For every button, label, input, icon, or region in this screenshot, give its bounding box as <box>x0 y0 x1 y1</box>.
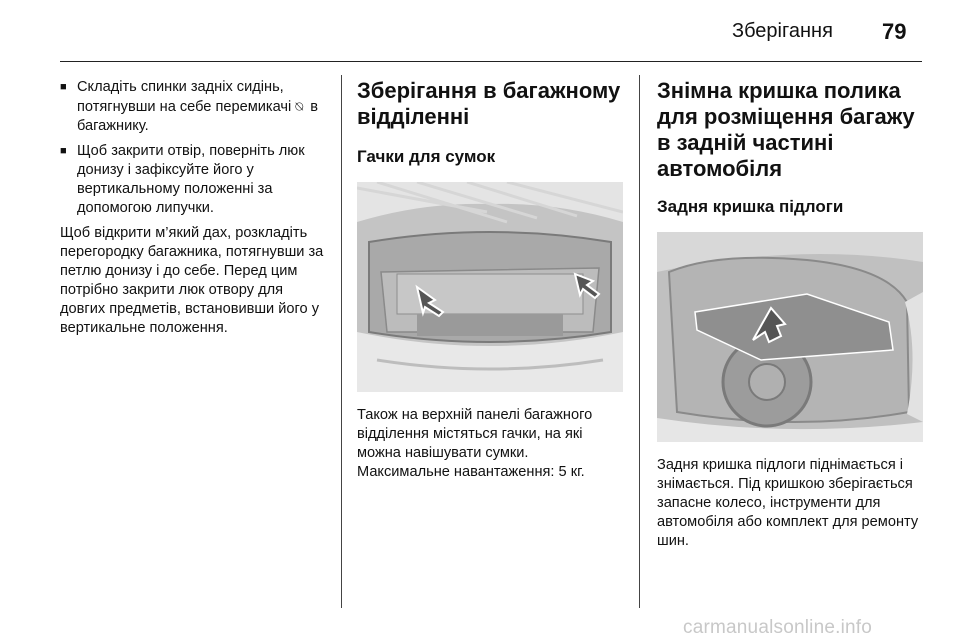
page-header <box>0 0 960 64</box>
trunk-bag-hooks-illustration <box>357 182 623 392</box>
section-heading: Зберігання в багажному відділенні <box>357 78 621 129</box>
column-divider-right <box>639 75 640 608</box>
bullet-square-icon: ■ <box>60 145 67 157</box>
body-paragraph: Щоб відкрити м’який дах, розкладіть перегородку багажника, потягнувши за петлю донизу і до себе. Перед цим потрібно закрити люк отвору для довгих предметів, встановивши його у вертикальне положення. <box>60 225 324 336</box>
column-middle <box>357 78 625 482</box>
figure-caption: Також на верхній панелі багажного відділення містяться гачки, на які можна навішувати сумки. Максимальне навантаження: 5 кг. <box>357 407 593 480</box>
figure-caption: Задня кришка підлоги піднімається і знімається. Під кришкою зберігається запасне колесо, інструменти для автомобіля або комплект для ремонту шин. <box>657 457 919 549</box>
subsection-heading: Задня кришка підлоги <box>657 197 844 216</box>
section-heading: Знімна кришка полика для розміщення багажу в задній частині автомобіля <box>657 78 915 181</box>
header-rule <box>60 61 922 62</box>
bullet-text-part: в багажнику. <box>77 99 318 134</box>
column-right <box>657 78 925 551</box>
watermark-text: carmanualsonline.info <box>683 617 873 638</box>
seat-release-lever-icon: ⍉ <box>295 99 304 114</box>
subsection-heading: Гачки для сумок <box>357 147 496 166</box>
rear-floor-cover-illustration <box>657 232 923 442</box>
bullet-text-part: Складіть спинки задніх сидінь, потягнувши на себе перемикачі <box>77 79 296 115</box>
bullet-text: Щоб закрити отвір, поверніть люк донизу і зафіксуйте його у вертикальному положенні за допомогою липучки. <box>77 143 305 216</box>
bullet-item <box>60 78 332 136</box>
bullet-item <box>60 142 332 218</box>
page-number: 79 <box>882 19 907 44</box>
column-left <box>60 78 332 338</box>
bullet-square-icon: ■ <box>60 81 67 93</box>
section-title: Зберігання <box>732 20 833 42</box>
column-divider-left <box>341 75 342 608</box>
